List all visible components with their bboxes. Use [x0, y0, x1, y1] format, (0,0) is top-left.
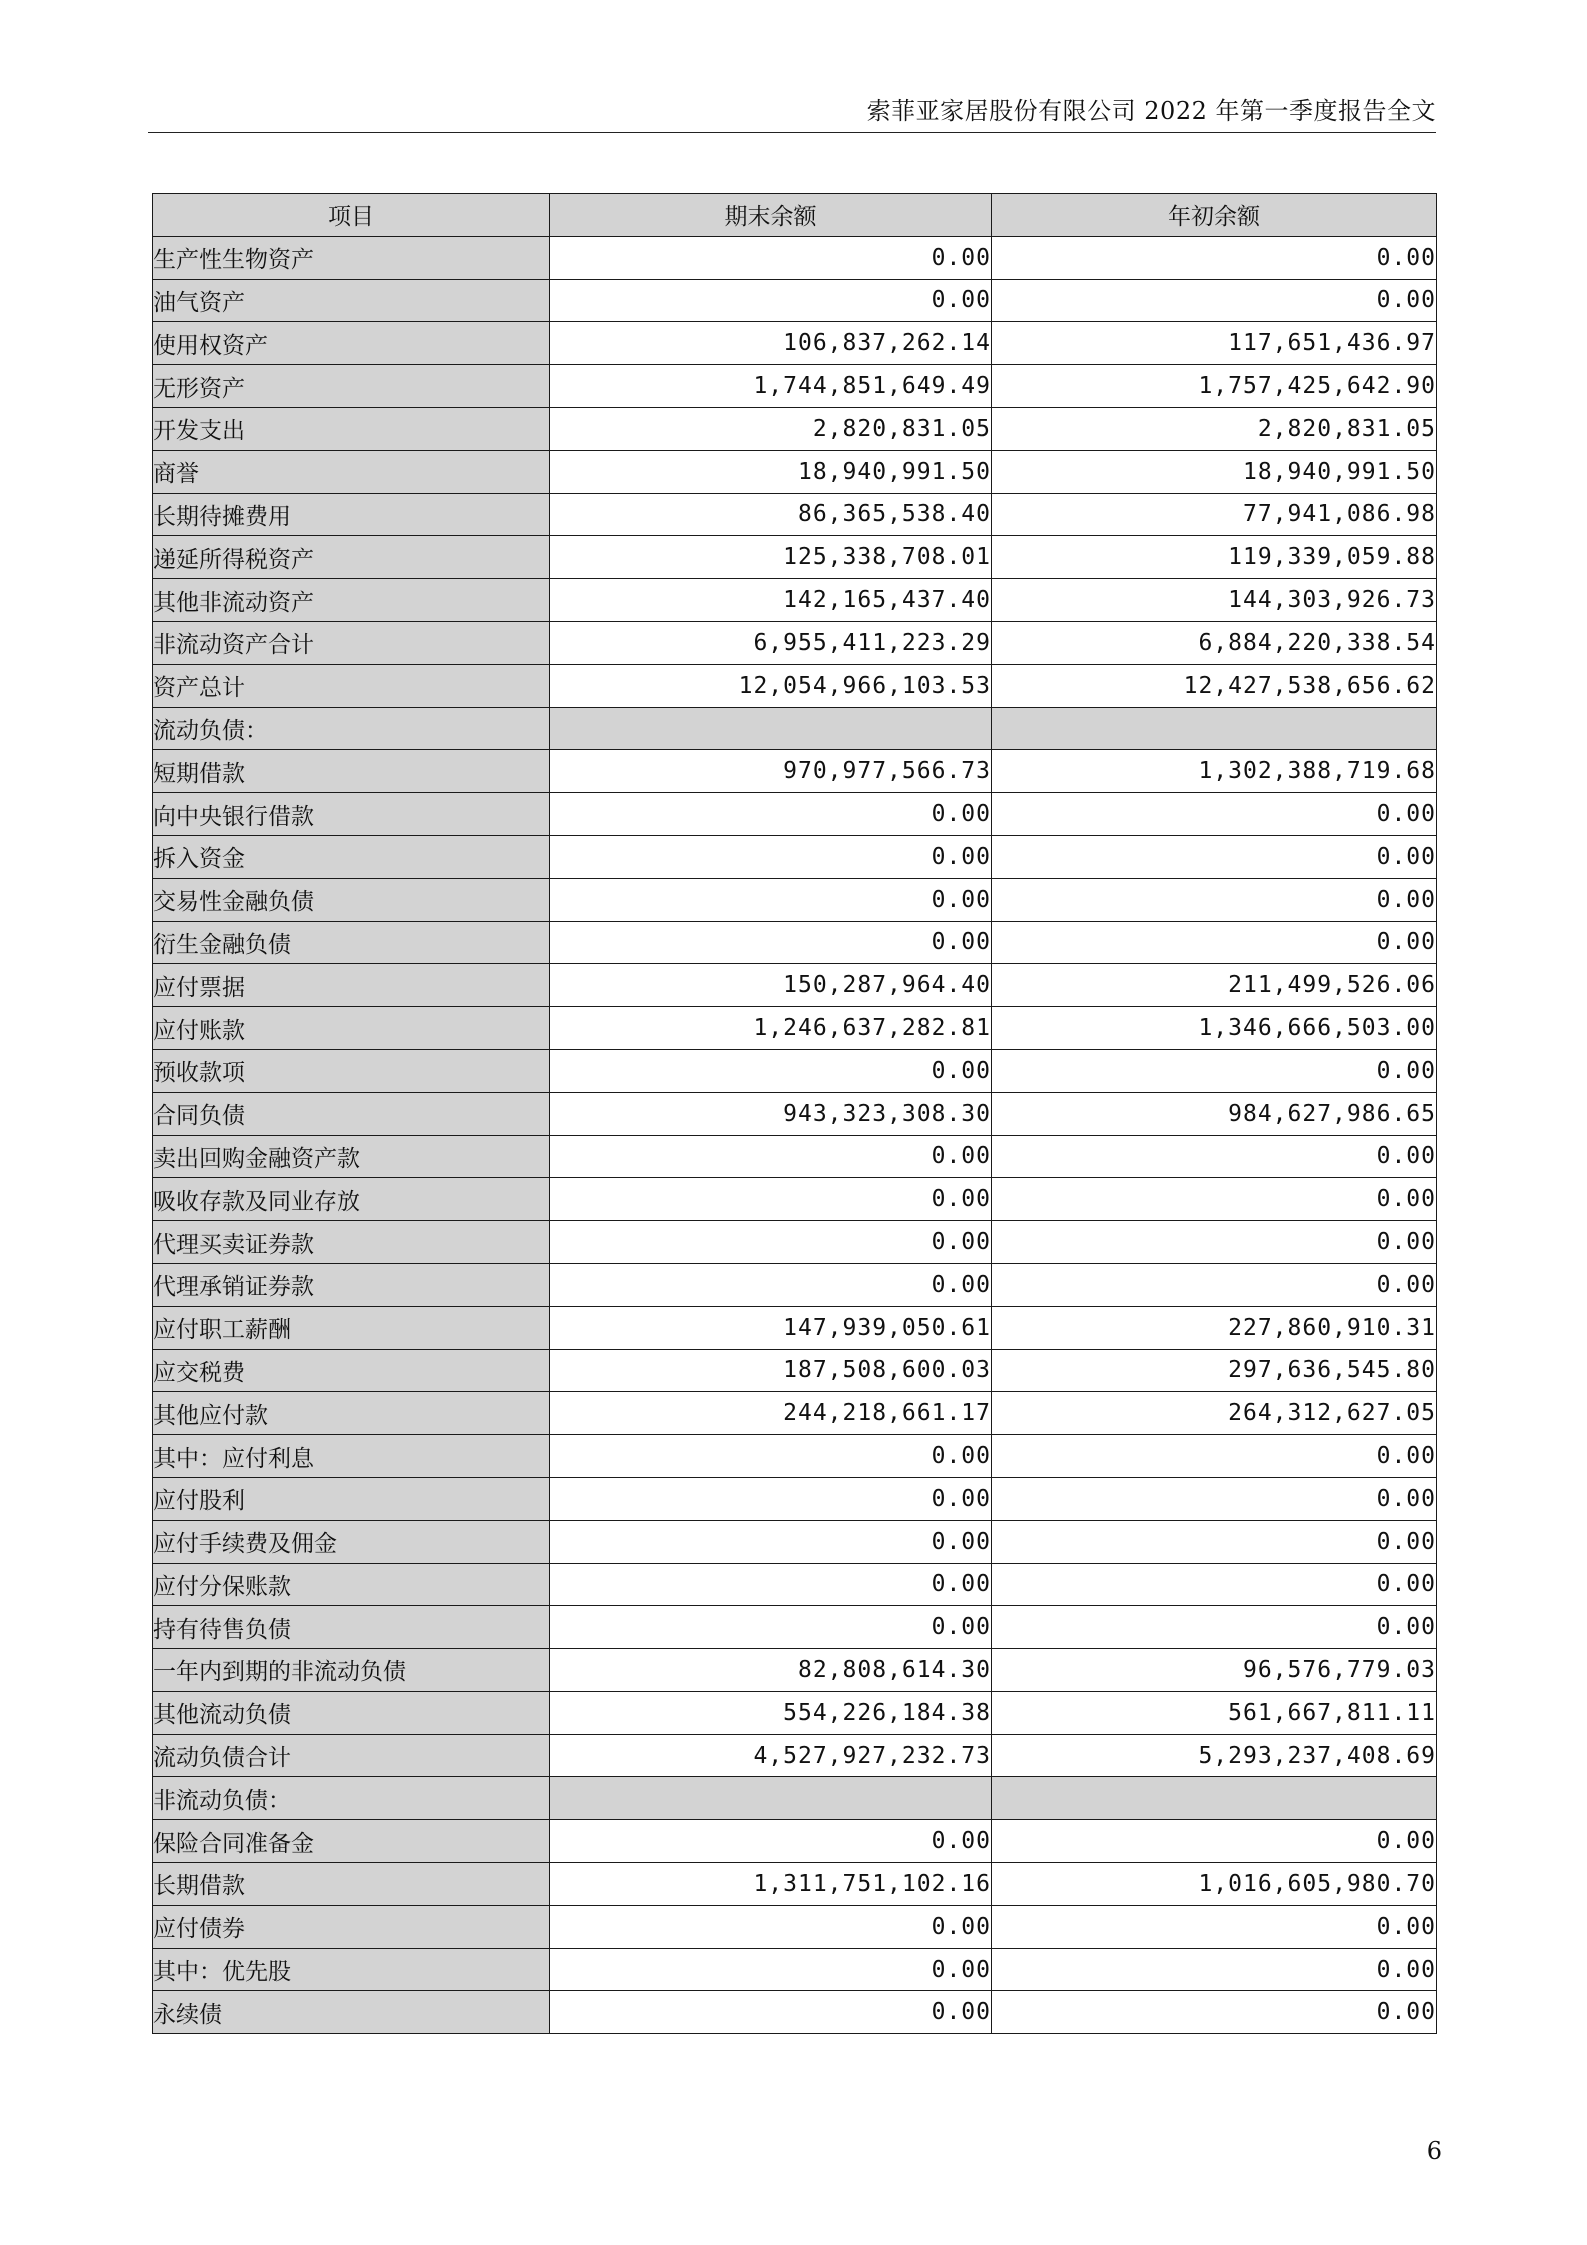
end-balance-value: 0.00: [550, 1820, 992, 1863]
table-row: [153, 365, 1437, 408]
table-row: [153, 1477, 1437, 1520]
end-balance-value: 0.00: [550, 279, 992, 322]
row-label: 资产总计: [153, 664, 550, 707]
end-balance-value: 142,165,437.40: [550, 579, 992, 622]
row-label: 应付票据: [153, 964, 550, 1007]
begin-balance-value: 297,636,545.80: [992, 1349, 1437, 1392]
column-header-begin-balance: 年初余额: [992, 194, 1437, 237]
row-label: 一年内到期的非流动负债: [153, 1649, 550, 1692]
end-balance-value: 4,527,927,232.73: [550, 1734, 992, 1777]
begin-balance-value: 0.00: [992, 1178, 1437, 1221]
column-header-end-balance: 期末余额: [550, 194, 992, 237]
end-balance-value: 0.00: [550, 1135, 992, 1178]
table-row: [153, 1691, 1437, 1734]
row-label: 拆入资金: [153, 835, 550, 878]
table-row: [153, 793, 1437, 836]
column-header-item: 项目: [153, 194, 550, 237]
begin-balance-value: 18,940,991.50: [992, 450, 1437, 493]
row-label: 应付手续费及佣金: [153, 1520, 550, 1563]
begin-balance-value: 211,499,526.06: [992, 964, 1437, 1007]
begin-balance-value: 0.00: [992, 236, 1437, 279]
row-label: 其中：应付利息: [153, 1435, 550, 1478]
row-label: 应付债券: [153, 1905, 550, 1948]
row-label: 递延所得税资产: [153, 536, 550, 579]
begin-balance-value: 1,302,388,719.68: [992, 750, 1437, 793]
end-balance-value: 0.00: [550, 1477, 992, 1520]
header-title: 索菲亚家居股份有限公司 2022 年第一季度报告全文: [866, 97, 1436, 125]
begin-balance-value: 264,312,627.05: [992, 1392, 1437, 1435]
begin-balance-value: 0.00: [992, 921, 1437, 964]
page-header: [148, 94, 1436, 133]
balance-sheet-table: [152, 193, 1437, 2034]
begin-balance-value: 117,651,436.97: [992, 322, 1437, 365]
end-balance-value: 0.00: [550, 1905, 992, 1948]
begin-balance-value: 0.00: [992, 1563, 1437, 1606]
row-label: 短期借款: [153, 750, 550, 793]
begin-balance-value: 119,339,059.88: [992, 536, 1437, 579]
end-balance-value: 1,246,637,282.81: [550, 1007, 992, 1050]
begin-balance-value: 144,303,926.73: [992, 579, 1437, 622]
table-row: [153, 493, 1437, 536]
row-label: 非流动资产合计: [153, 621, 550, 664]
end-balance-value: 0.00: [550, 1263, 992, 1306]
table-row: [153, 835, 1437, 878]
begin-balance-value: 0.00: [992, 1477, 1437, 1520]
row-label: 卖出回购金融资产款: [153, 1135, 550, 1178]
begin-balance-value: 0.00: [992, 1820, 1437, 1863]
end-balance-value: 0.00: [550, 1435, 992, 1478]
table-row: [153, 664, 1437, 707]
begin-balance-value: 96,576,779.03: [992, 1649, 1437, 1692]
table-row: [153, 450, 1437, 493]
begin-balance-value: 227,860,910.31: [992, 1306, 1437, 1349]
end-balance-value: 147,939,050.61: [550, 1306, 992, 1349]
section-blank-begin: [992, 707, 1437, 750]
table-row: [153, 878, 1437, 921]
end-balance-value: 187,508,600.03: [550, 1349, 992, 1392]
end-balance-value: 0.00: [550, 1520, 992, 1563]
row-label: 生产性生物资产: [153, 236, 550, 279]
table-row: [153, 579, 1437, 622]
table-row: [153, 1178, 1437, 1221]
begin-balance-value: 12,427,538,656.62: [992, 664, 1437, 707]
table-row: [153, 322, 1437, 365]
table-row: [153, 536, 1437, 579]
row-label: 使用权资产: [153, 322, 550, 365]
table-row: [153, 1349, 1437, 1392]
table-header-row: [153, 194, 1437, 237]
table-row: [153, 1734, 1437, 1777]
end-balance-value: 0.00: [550, 921, 992, 964]
table-row: [153, 1991, 1437, 2034]
begin-balance-value: 6,884,220,338.54: [992, 621, 1437, 664]
table-row: [153, 1905, 1437, 1948]
table-row: [153, 1563, 1437, 1606]
begin-balance-value: 0.00: [992, 1520, 1437, 1563]
begin-balance-value: 0.00: [992, 1606, 1437, 1649]
end-balance-value: 1,311,751,102.16: [550, 1863, 992, 1906]
row-label: 开发支出: [153, 407, 550, 450]
table-row: [153, 921, 1437, 964]
row-label: 流动负债：: [153, 707, 550, 750]
table-row: [153, 964, 1437, 1007]
row-label: 无形资产: [153, 365, 550, 408]
table-row: [153, 1263, 1437, 1306]
table-row: [153, 621, 1437, 664]
section-blank-end: [550, 707, 992, 750]
table-row: [153, 1649, 1437, 1692]
end-balance-value: 0.00: [550, 236, 992, 279]
row-label: 其他非流动资产: [153, 579, 550, 622]
end-balance-value: 125,338,708.01: [550, 536, 992, 579]
begin-balance-value: 0.00: [992, 1049, 1437, 1092]
row-label: 永续债: [153, 1991, 550, 2034]
row-label: 油气资产: [153, 279, 550, 322]
row-label: 流动负债合计: [153, 1734, 550, 1777]
row-label: 吸收存款及同业存放: [153, 1178, 550, 1221]
row-label: 商誉: [153, 450, 550, 493]
table-row: [153, 407, 1437, 450]
table-row: [153, 1092, 1437, 1135]
begin-balance-value: 1,016,605,980.70: [992, 1863, 1437, 1906]
row-label: 应付股利: [153, 1477, 550, 1520]
end-balance-value: 554,226,184.38: [550, 1691, 992, 1734]
end-balance-value: 106,837,262.14: [550, 322, 992, 365]
row-label: 应付职工薪酬: [153, 1306, 550, 1349]
begin-balance-value: 0.00: [992, 835, 1437, 878]
row-label: 持有待售负债: [153, 1606, 550, 1649]
end-balance-value: 82,808,614.30: [550, 1649, 992, 1692]
end-balance-value: 0.00: [550, 1948, 992, 1991]
end-balance-value: 6,955,411,223.29: [550, 621, 992, 664]
end-balance-value: 0.00: [550, 835, 992, 878]
table-row: [153, 1135, 1437, 1178]
end-balance-value: 943,323,308.30: [550, 1092, 992, 1135]
end-balance-value: 0.00: [550, 1606, 992, 1649]
begin-balance-value: 5,293,237,408.69: [992, 1734, 1437, 1777]
row-label: 应付账款: [153, 1007, 550, 1050]
section-row: [153, 707, 1437, 750]
begin-balance-value: 0.00: [992, 1991, 1437, 2034]
end-balance-value: 18,940,991.50: [550, 450, 992, 493]
table-row: [153, 1863, 1437, 1906]
table-row: [153, 1520, 1437, 1563]
end-balance-value: 0.00: [550, 1221, 992, 1264]
table-row: [153, 1306, 1437, 1349]
row-label: 交易性金融负债: [153, 878, 550, 921]
section-blank-begin: [992, 1777, 1437, 1820]
begin-balance-value: 77,941,086.98: [992, 493, 1437, 536]
begin-balance-value: 561,667,811.11: [992, 1691, 1437, 1734]
begin-balance-value: 0.00: [992, 1435, 1437, 1478]
row-label: 其他流动负债: [153, 1691, 550, 1734]
row-label: 长期借款: [153, 1863, 550, 1906]
begin-balance-value: 1,346,666,503.00: [992, 1007, 1437, 1050]
begin-balance-value: 0.00: [992, 878, 1437, 921]
end-balance-value: 0.00: [550, 793, 992, 836]
row-label: 向中央银行借款: [153, 793, 550, 836]
table-row: [153, 1392, 1437, 1435]
table-row: [153, 1820, 1437, 1863]
table-row: [153, 1007, 1437, 1050]
begin-balance-value: 0.00: [992, 1948, 1437, 1991]
table-row: [153, 1049, 1437, 1092]
end-balance-value: 0.00: [550, 878, 992, 921]
row-label: 衍生金融负债: [153, 921, 550, 964]
begin-balance-value: 1,757,425,642.90: [992, 365, 1437, 408]
row-label: 其他应付款: [153, 1392, 550, 1435]
row-label: 代理承销证券款: [153, 1263, 550, 1306]
row-label: 长期待摊费用: [153, 493, 550, 536]
end-balance-value: 0.00: [550, 1049, 992, 1092]
end-balance-value: 12,054,966,103.53: [550, 664, 992, 707]
begin-balance-value: 0.00: [992, 1263, 1437, 1306]
row-label: 其中：优先股: [153, 1948, 550, 1991]
table-row: [153, 279, 1437, 322]
end-balance-value: 2,820,831.05: [550, 407, 992, 450]
end-balance-value: 0.00: [550, 1178, 992, 1221]
table-row: [153, 1221, 1437, 1264]
section-blank-end: [550, 1777, 992, 1820]
begin-balance-value: 0.00: [992, 1905, 1437, 1948]
page-number: 6: [1426, 2137, 1442, 2165]
begin-balance-value: 2,820,831.05: [992, 407, 1437, 450]
end-balance-value: 1,744,851,649.49: [550, 365, 992, 408]
begin-balance-value: 0.00: [992, 793, 1437, 836]
end-balance-value: 0.00: [550, 1991, 992, 2034]
row-label: 合同负债: [153, 1092, 550, 1135]
end-balance-value: 244,218,661.17: [550, 1392, 992, 1435]
table-row: [153, 1606, 1437, 1649]
table-row: [153, 1948, 1437, 1991]
begin-balance-value: 0.00: [992, 1221, 1437, 1264]
row-label: 代理买卖证券款: [153, 1221, 550, 1264]
row-label: 应付分保账款: [153, 1563, 550, 1606]
table-row: [153, 236, 1437, 279]
section-row: [153, 1777, 1437, 1820]
table-row: [153, 1435, 1437, 1478]
end-balance-value: 970,977,566.73: [550, 750, 992, 793]
end-balance-value: 150,287,964.40: [550, 964, 992, 1007]
table-body: [153, 236, 1437, 2033]
table-row: [153, 750, 1437, 793]
row-label: 保险合同准备金: [153, 1820, 550, 1863]
end-balance-value: 86,365,538.40: [550, 493, 992, 536]
begin-balance-value: 0.00: [992, 1135, 1437, 1178]
row-label: 非流动负债：: [153, 1777, 550, 1820]
row-label: 应交税费: [153, 1349, 550, 1392]
row-label: 预收款项: [153, 1049, 550, 1092]
begin-balance-value: 0.00: [992, 279, 1437, 322]
begin-balance-value: 984,627,986.65: [992, 1092, 1437, 1135]
end-balance-value: 0.00: [550, 1563, 992, 1606]
